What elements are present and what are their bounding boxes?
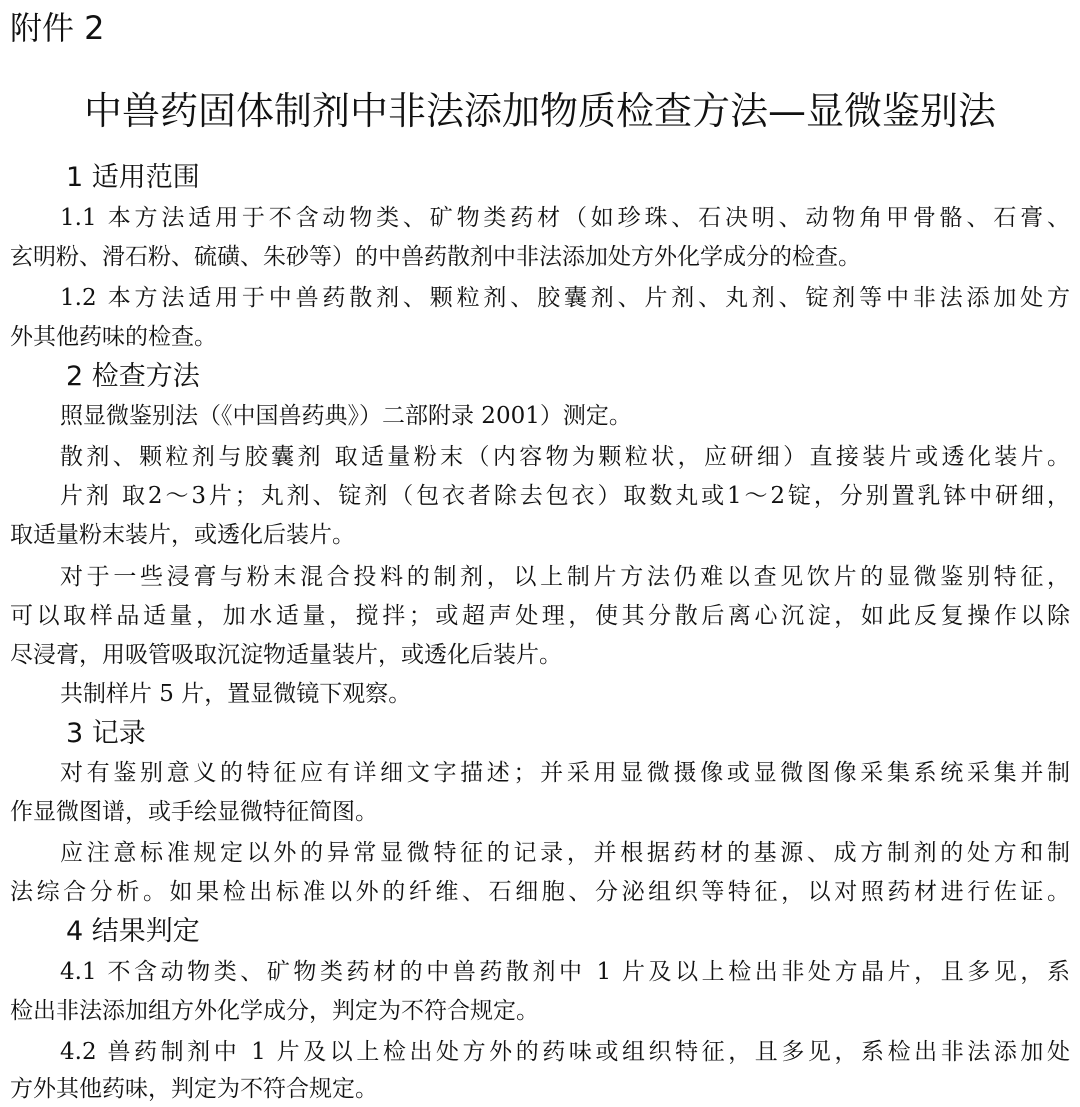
section-4-heading: 4 结果判定 <box>66 916 200 947</box>
section-2-paragraph-4-line-1: 对于一些浸膏与粉末混合投料的制剂，以上制片方法仍难以查见饮片的显微鉴别特征， <box>60 564 1070 590</box>
section-4-1-line-1: 4.1 不含动物类、矿物类药材的中兽药散剂中 1 片及以上检出非处方晶片，且多见，系 <box>60 959 1070 985</box>
section-1-1-line-2: 玄明粉、滑石粉、硫磺、朱砂等）的中兽药散剂中非法添加处方外化学成分的检查。 <box>10 244 861 270</box>
document-title: 中兽药固体制剂中非法添加物质检查方法—显微鉴别法 <box>83 89 996 133</box>
section-4-2-line-2: 方外其他药味，判定为不符合规定。 <box>10 1076 378 1102</box>
section-2-paragraph-2: 散剂、颗粒剂与胶囊剂 取适量粉末（内容物为颗粒状，应研细）直接装片或透化装片。 <box>60 444 1070 470</box>
section-2-paragraph-3-line-2: 取适量粉末装片，或透化后装片。 <box>10 522 355 548</box>
section-2-paragraph-4-line-3: 尽浸膏，用吸管吸取沉淀物适量装片，或透化后装片。 <box>10 642 562 668</box>
section-2-paragraph-1: 照显微鉴别法（《中国兽药典》）二部附录 2001）测定。 <box>60 403 632 429</box>
section-1-heading: 1 适用范围 <box>66 162 200 193</box>
section-2-heading: 2 检查方法 <box>66 361 200 392</box>
section-4-1-line-2: 检出非法添加组方外化学成分，判定为不符合规定。 <box>10 998 539 1024</box>
section-3-paragraph-2-line-1: 应注意标准规定以外的异常显微特征的记录，并根据药材的基源、成方制剂的处方和制 <box>60 840 1070 866</box>
section-3-paragraph-2-line-2: 法综合分析。如果检出标准以外的纤维、石细胞、分泌组织等特征，以对照药材进行佐证。 <box>10 879 1070 905</box>
section-2-paragraph-3-line-1: 片剂 取2～3片；丸剂、锭剂（包衣者除去包衣）取数丸或1～2锭，分别置乳钵中研细， <box>60 483 1070 509</box>
section-2-paragraph-5: 共制样片 5 片，置显微镜下观察。 <box>60 681 412 707</box>
section-3-paragraph-1-line-2: 作显微图谱，或手绘显微特征简图。 <box>10 799 378 825</box>
section-1-1-line-1: 1.1 本方法适用于不含动物类、矿物类药材（如珍珠、石决明、动物角甲骨骼、石膏、 <box>60 205 1070 231</box>
section-4-2-line-1: 4.2 兽药制剂中 1 片及以上检出处方外的药味或组织特征，且多见，系检出非法添加处 <box>60 1039 1070 1065</box>
section-1-2-line-1: 1.2 本方法适用于中兽药散剂、颗粒剂、胶囊剂、片剂、丸剂、锭剂等中非法添加处方 <box>60 285 1070 311</box>
section-1-2-line-2: 外其他药味的检查。 <box>10 324 217 350</box>
attachment-label: 附件 2 <box>10 9 105 47</box>
section-3-heading: 3 记录 <box>66 718 146 749</box>
section-3-paragraph-1-line-1: 对有鉴别意义的特征应有详细文字描述；并采用显微摄像或显微图像采集系统采集并制 <box>60 760 1070 786</box>
section-2-paragraph-4-line-2: 可以取样品适量，加水适量，搅拌；或超声处理，使其分散后离心沉淀，如此反复操作以除 <box>10 603 1070 629</box>
